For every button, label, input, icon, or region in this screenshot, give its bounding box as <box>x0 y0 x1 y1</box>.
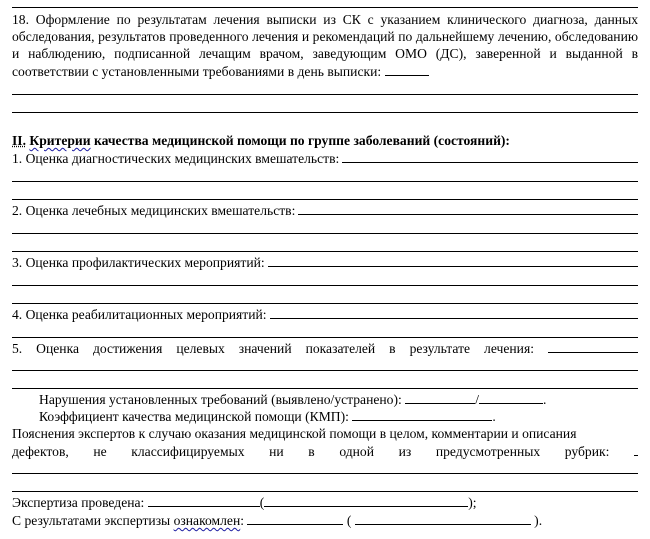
expertise-label: Экспертиза проведена: <box>12 495 145 510</box>
criterion-5-fill[interactable] <box>548 340 638 353</box>
expertise-name-field[interactable] <box>264 494 468 507</box>
criterion-1-label: 1. Оценка диагностических медицинских вмешательств: <box>12 151 340 166</box>
criterion-5-word: показателей <box>305 341 376 356</box>
acquainted-name-field[interactable] <box>355 512 531 525</box>
violations-slash: / <box>475 392 479 407</box>
criterion-3-blank-2[interactable] <box>12 303 638 304</box>
kmp-end: . <box>492 409 496 424</box>
acquainted-label-start: С результатами экспертизы <box>12 513 171 528</box>
explanations-word: предусмотренных <box>435 444 541 459</box>
explanations-line-2 <box>12 443 638 460</box>
criterion-4-blank-1[interactable] <box>12 337 638 338</box>
item-18-blank-line-2[interactable] <box>12 112 638 113</box>
expertise-signature-field[interactable] <box>148 494 260 507</box>
expertise-open-paren: ( <box>259 495 265 510</box>
criterion-1-fill[interactable] <box>342 150 638 163</box>
criterion-5-blank-1[interactable] <box>12 370 638 371</box>
criterion-5-word: результате <box>409 341 471 356</box>
acquainted-label-wavy: ознакомлен <box>173 513 241 528</box>
criterion-2-fill[interactable] <box>298 202 638 215</box>
top-rule <box>12 7 638 8</box>
acquainted-open-paren: ( <box>346 513 352 528</box>
explanations-word: не <box>93 444 107 459</box>
expertise-close-paren: ); <box>468 495 477 510</box>
explanations-word: ни <box>269 444 284 459</box>
violations-label: Нарушения установленных требований (выявлено/устранено): <box>39 392 402 407</box>
criterion-5-word: 5. <box>12 341 23 356</box>
section-2-title-word: Критерии <box>29 133 91 148</box>
criterion-5-word: Оценка <box>36 341 80 356</box>
section-2-title-rest: качества медицинской помощи по группе заболеваний (состояний): <box>93 133 510 148</box>
kmp-field[interactable] <box>352 408 492 421</box>
criterion-3-fill[interactable] <box>268 254 638 267</box>
criterion-3-blank-1[interactable] <box>12 285 638 286</box>
criterion-1-row <box>12 150 638 167</box>
explanations-word: в <box>308 444 315 459</box>
violations-fixed-field[interactable] <box>479 391 543 404</box>
explanations-word: рубрик: <box>564 444 610 459</box>
section-2-heading <box>12 133 510 149</box>
criterion-3-row <box>12 254 638 271</box>
acquainted-close-paren: ). <box>534 513 543 528</box>
violations-row <box>39 391 546 408</box>
acquainted-label-end: : <box>240 513 245 528</box>
item-18-fill[interactable] <box>385 63 429 76</box>
criterion-5-word: лечения: <box>484 341 534 356</box>
criterion-2-blank-2[interactable] <box>12 251 638 252</box>
criterion-2-label: 2. Оценка лечебных медицинских вмешательств: <box>12 203 296 218</box>
explanations-word: из <box>398 444 412 459</box>
explanations-text-1: Пояснения экспертов к случаю оказания медицинской помощи в целом, комментарии и описания <box>12 426 577 441</box>
criterion-2-blank-1[interactable] <box>12 233 638 234</box>
criterion-1-blank-1[interactable] <box>12 181 638 182</box>
explanations-line-1 <box>12 425 638 443</box>
criterion-5-word: в <box>389 341 396 356</box>
section-2-number: II. <box>12 133 26 148</box>
criterion-5-blank-2[interactable] <box>12 388 638 389</box>
violations-found-field[interactable] <box>405 391 475 404</box>
acquainted-row <box>12 512 542 529</box>
kmp-row <box>39 408 496 425</box>
kmp-label: Коэффициент качества медицинской помощи (КМП): <box>39 409 349 424</box>
criterion-5-row <box>12 340 638 357</box>
acquainted-signature-field[interactable] <box>247 512 343 525</box>
item-18-paragraph <box>12 11 638 80</box>
criterion-2-row <box>12 202 638 219</box>
explanations-word: дефектов, <box>12 444 69 459</box>
criterion-4-fill[interactable] <box>270 306 638 319</box>
criterion-3-label: 3. Оценка профилактических мероприятий: <box>12 255 265 270</box>
explanations-fill[interactable] <box>634 443 638 456</box>
explanations-blank-2[interactable] <box>12 491 638 492</box>
expertise-row <box>12 494 477 511</box>
criterion-5-word: значений <box>238 341 292 356</box>
item-18-blank-line-1[interactable] <box>12 94 638 95</box>
item-18-text: 18. Оформление по результатам лечения выписки из СК с указанием клинического диагноза, данных обследования, результатов проведенного лечения и рекомендаций по дальнейшему лечению, обследованию и наблюдению, подписанной лечащим врачом, заведующим ОМО (ДС), заверенной и выданной в соответствии с установленными требованиями в день выписки: <box>12 12 638 79</box>
explanations-word: одной <box>339 444 374 459</box>
criterion-5-word: достижения <box>92 341 163 356</box>
explanations-word: классифицируемых <box>131 444 245 459</box>
criterion-4-row <box>12 306 638 323</box>
explanations-blank-1[interactable] <box>12 473 638 474</box>
criterion-4-label: 4. Оценка реабилитационных мероприятий: <box>12 307 267 322</box>
criterion-5-word: целевых <box>176 341 225 356</box>
violations-end: . <box>542 392 547 407</box>
criterion-1-blank-2[interactable] <box>12 199 638 200</box>
